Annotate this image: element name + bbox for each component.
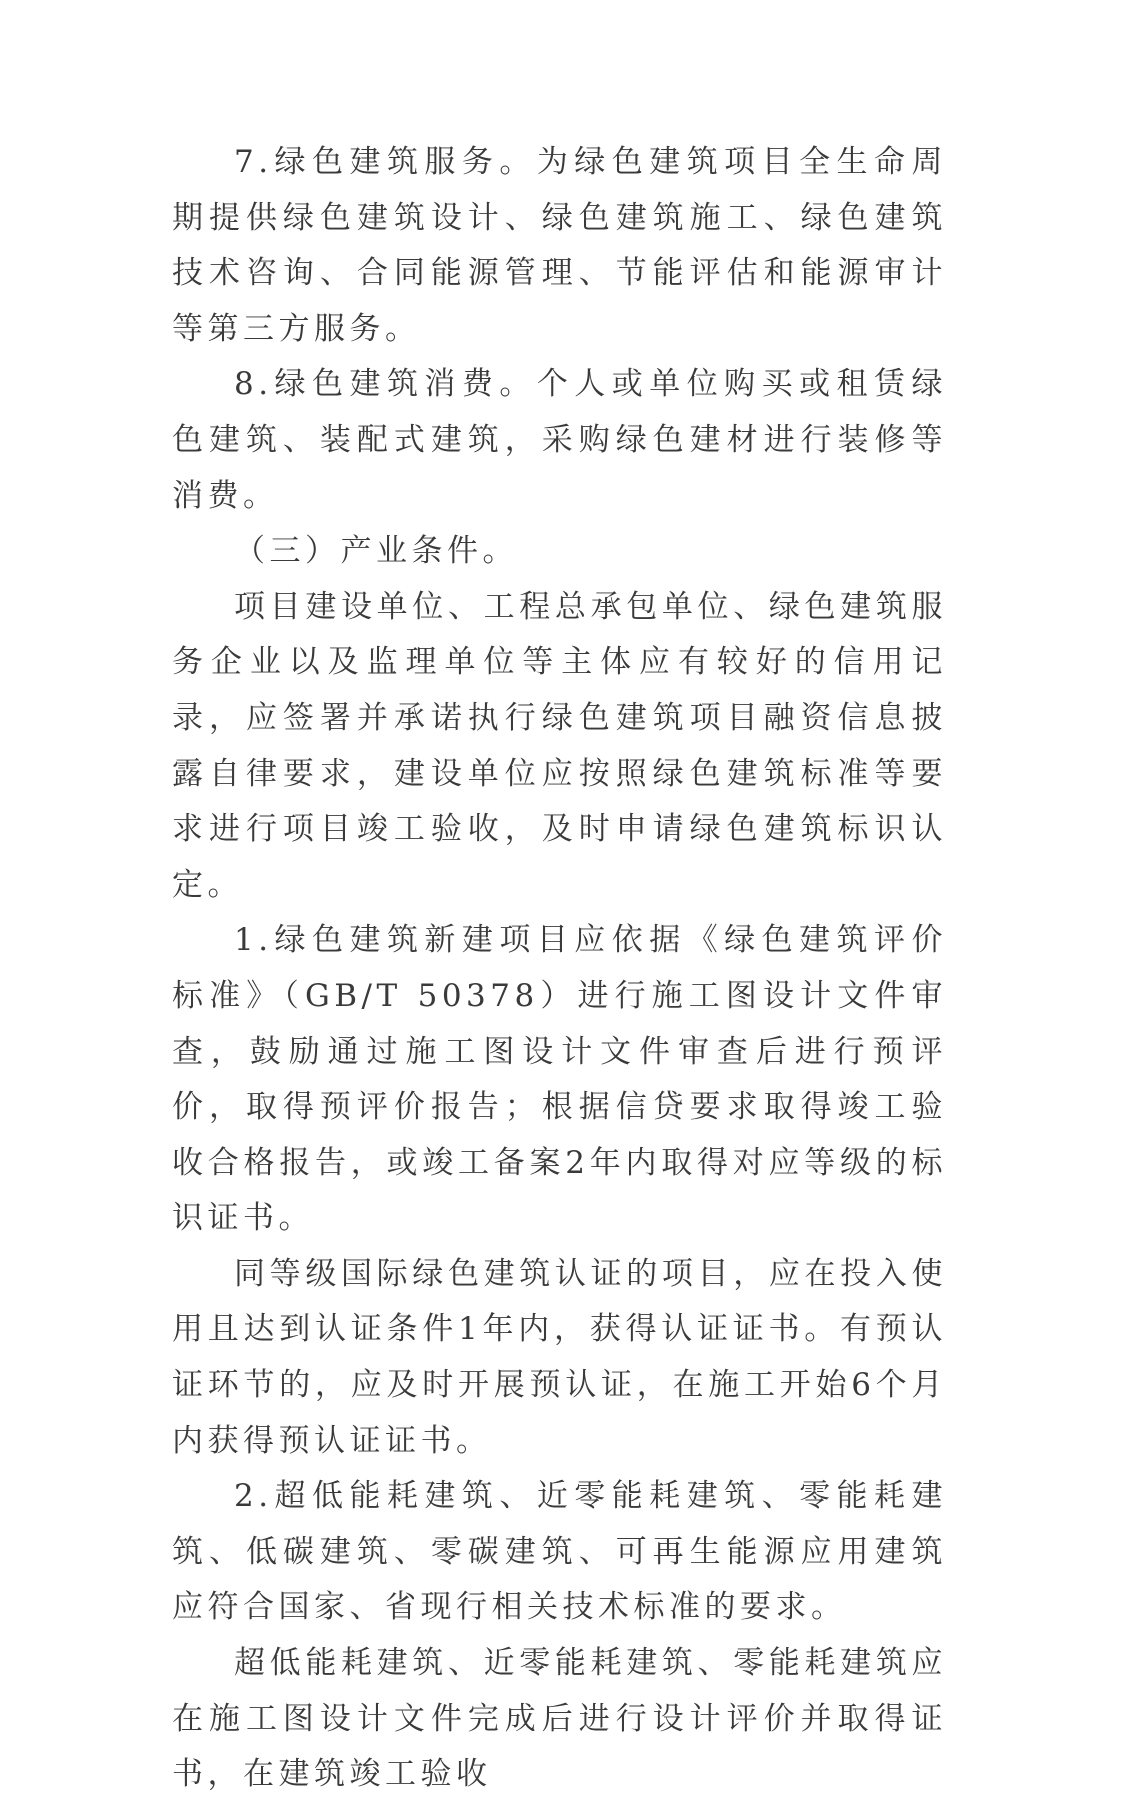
paragraph-low-energy-buildings: 2.超低能耗建筑、近零能耗建筑、零能耗建筑、低碳建筑、零碳建筑、可再生能源应用建筑应符合国家、省现行相关技术标准的要求。 bbox=[172, 1478, 947, 1626]
paragraph-green-building-consumption: 8.绿色建筑消费。个人或单位购买或租赁绿色建筑、装配式建筑，采购绿色建材进行装修等消费。 bbox=[172, 366, 947, 514]
paragraph-credit-requirements: 项目建设单位、工程总承包单位、绿色建筑服务企业以及监理单位等主体应有较好的信用记录，应签署并承诺执行绿色建筑项目融资信息披露自律要求，建设单位应按照绿色建筑标准等要求进行项目竣工验收，及时申请绿色建筑标识认定。 bbox=[172, 588, 947, 903]
paragraph-green-building-services: 7.绿色建筑服务。为绿色建筑项目全生命周期提供绿色建筑设计、绿色建筑施工、绿色建筑技术咨询、合同能源管理、节能评估和能源审计等第三方服务。 bbox=[172, 144, 947, 347]
paragraph-design-evaluation: 超低能耗建筑、近零能耗建筑、零能耗建筑应在施工图设计文件完成后进行设计评价并取得证书，在建筑竣工验收 bbox=[172, 1645, 947, 1793]
section-heading-industry-conditions: （三）产业条件。 bbox=[234, 533, 518, 570]
paragraph-new-project-evaluation: 1.绿色建筑新建项目应依据《绿色建筑评价标准》（GB/T 50378）进行施工图设计文件审查，鼓励通过施工图设计文件审查后进行预评价，取得预评价报告；根据信贷要求取得竣工验收合格报告，或竣工备案2年内取得对应等级的标识证书。 bbox=[172, 922, 947, 1237]
paragraph-international-certification: 同等级国际绿色建筑认证的项目，应在投入使用且达到认证条件1年内，获得认证证书。有预认证环节的，应及时开展预认证，在施工开始6个月内获得预认证证书。 bbox=[172, 1255, 947, 1459]
document-body bbox=[172, 135, 947, 1803]
